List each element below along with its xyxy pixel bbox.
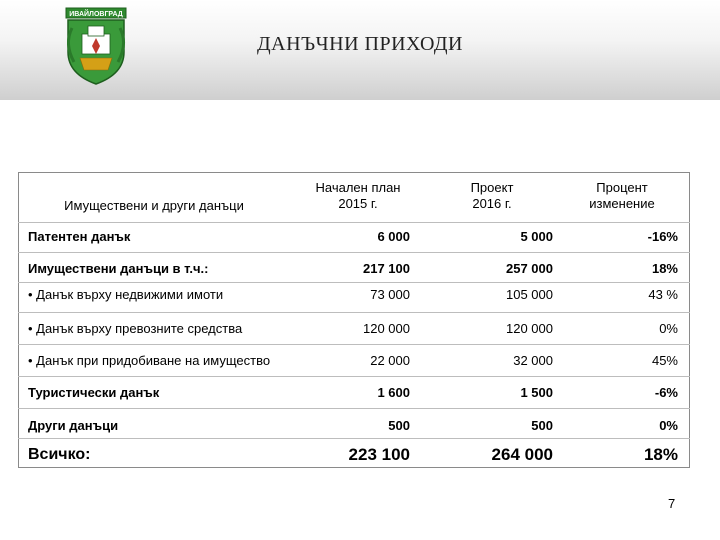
- row-divider: [18, 376, 690, 377]
- row-divider: [18, 344, 690, 345]
- total-label: Всичко:: [28, 446, 91, 463]
- plan-2015-value: 217 100: [363, 261, 410, 276]
- table-row: [28, 286, 688, 304]
- column-header-line: 2015 г.: [338, 196, 378, 211]
- row-label: Патентен данък: [28, 229, 131, 244]
- page-number: 7: [668, 496, 676, 511]
- column-header-line: изменение: [589, 196, 655, 211]
- page-title: ДАНЪЧНИ ПРИХОДИ: [256, 33, 463, 55]
- column-header-line: Начален план: [315, 180, 401, 195]
- plan-2015-value: 120 000: [363, 321, 410, 336]
- project-2016-value: 257 000: [506, 261, 553, 276]
- row-label: • Данък при придобиване на имущество: [28, 353, 271, 368]
- row-label: • Данък върху недвижими имоти: [28, 287, 224, 302]
- plan-2015-value: 73 000: [370, 287, 410, 302]
- plan-2015-total: 223 100: [348, 445, 410, 464]
- change-total: 18%: [643, 445, 678, 464]
- project-2016-value: 1 500: [520, 385, 553, 400]
- change-value: 45%: [651, 353, 678, 368]
- project-2016-value: 5 000: [520, 229, 553, 244]
- section-label: Имуществени и други данъци: [64, 198, 244, 213]
- row-label: Имуществени данъци в т.ч.:: [28, 261, 209, 276]
- table-row: [28, 320, 688, 338]
- change-value: 43 %: [648, 287, 678, 302]
- plan-2015-value: 1 600: [377, 385, 410, 400]
- plan-2015-value: 22 000: [370, 353, 410, 368]
- row-label: • Данък върху превозните средства: [28, 321, 243, 336]
- change-value: 0%: [659, 321, 678, 336]
- column-header-project-2016: [432, 180, 552, 212]
- table-row: [28, 384, 688, 402]
- row-label: Други данъци: [28, 418, 119, 433]
- project-2016-value: 105 000: [506, 287, 553, 302]
- project-2016-value: 500: [531, 418, 553, 433]
- row-divider: [18, 438, 690, 439]
- column-header-line: Проект: [470, 180, 514, 195]
- table-row: [28, 417, 688, 435]
- row-label: Туристически данък: [28, 385, 160, 400]
- column-header-change: [562, 180, 682, 212]
- column-header-line: 2016 г.: [472, 196, 512, 211]
- row-divider: [18, 222, 690, 223]
- change-value: 18%: [651, 261, 678, 276]
- change-value: -16%: [647, 229, 678, 244]
- row-divider: [18, 282, 690, 283]
- plan-2015-value: 500: [388, 418, 410, 433]
- change-value: 0%: [659, 418, 678, 433]
- table-row: [28, 352, 688, 370]
- project-2016-value: 120 000: [506, 321, 553, 336]
- row-divider: [18, 408, 690, 409]
- table-row: [28, 260, 688, 278]
- plan-2015-value: 6 000: [377, 229, 410, 244]
- row-divider: [18, 252, 690, 253]
- project-2016-total: 264 000: [491, 445, 553, 464]
- project-2016-value: 32 000: [513, 353, 553, 368]
- total-row: [28, 444, 688, 466]
- change-value: -6%: [654, 385, 678, 400]
- column-header-plan-2015: [298, 180, 418, 212]
- row-divider: [18, 312, 690, 313]
- emblem-banner-text: ИВАЙЛОВГРАД: [69, 11, 123, 18]
- column-header-line: Процент: [596, 180, 648, 195]
- table-row: [28, 228, 688, 246]
